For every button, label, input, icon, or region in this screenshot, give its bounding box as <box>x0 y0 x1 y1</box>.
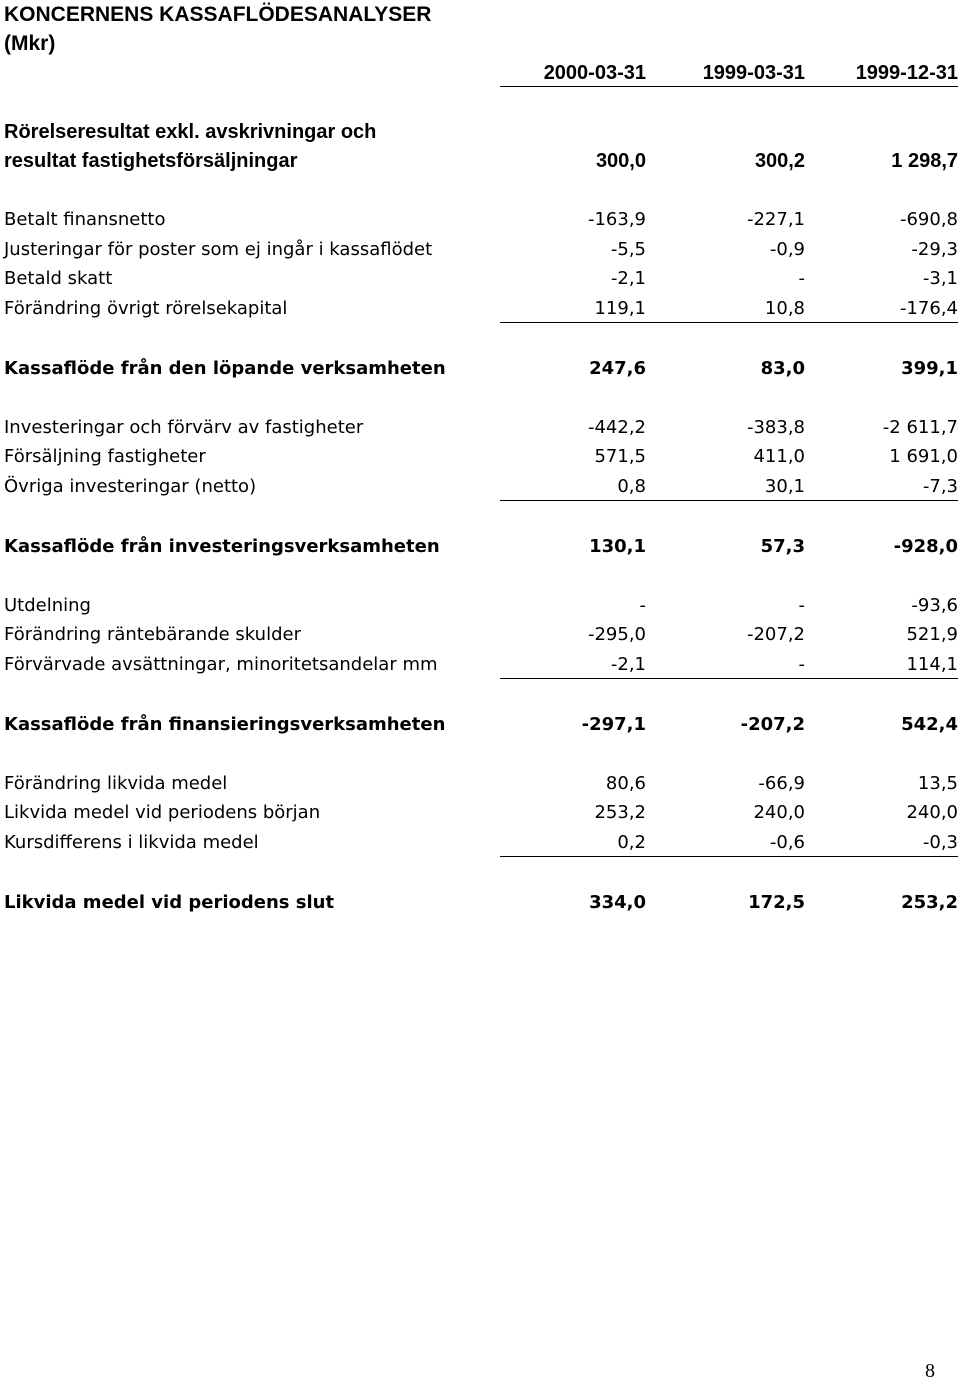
total-row <box>0 889 960 917</box>
row-value-col1: 80,6 <box>605 773 646 794</box>
row-value-col3: 253,2 <box>901 892 958 913</box>
row-value-col2: -383,8 <box>746 417 805 438</box>
row-value-col1: 334,0 <box>589 892 646 913</box>
table-row <box>0 147 960 175</box>
row-label: Försäljning fastigheter <box>4 446 206 467</box>
row-value-col2: - <box>798 268 805 289</box>
title-line-1: KONCERNENS KASSAFLÖDESANALYSER <box>4 3 432 26</box>
row-value-col1: 300,0 <box>595 150 646 172</box>
subtotal-row <box>0 711 960 739</box>
row-value-col3: 1 691,0 <box>889 446 958 467</box>
row-value-col2: 300,2 <box>754 150 805 172</box>
row-label: Förändring övrigt rörelsekapital <box>4 298 288 319</box>
row-value-col1: 119,1 <box>594 298 646 319</box>
row-label: Förändring räntebärande skulder <box>4 624 301 645</box>
table-row <box>0 473 960 501</box>
table-row <box>0 829 960 857</box>
row-value-col3: 13,5 <box>917 773 958 794</box>
row-label: Övriga investeringar (netto) <box>4 476 257 497</box>
row-value-col1: -295,0 <box>587 624 646 645</box>
row-value-col3: -29,3 <box>911 239 958 260</box>
row-label: Kassaflöde från finansieringsverksamheten <box>4 714 446 735</box>
row-label: Justeringar för poster som ej ingår i kassaflödet <box>4 239 433 260</box>
row-value-col2: 30,1 <box>764 476 805 497</box>
row-value-col2: -207,2 <box>740 714 805 735</box>
document-title <box>4 0 431 58</box>
row-value-col3: -3,1 <box>922 268 958 289</box>
row-value-col2: -66,9 <box>758 773 805 794</box>
subtotal-row <box>0 533 960 561</box>
first-row-label-line-1: Rörelseresultat exkl. avskrivningar och <box>4 121 377 143</box>
row-label: Investeringar och förvärv av fastigheter <box>4 417 364 438</box>
subtotal-row <box>0 355 960 383</box>
column-header-2000-03-31: 2000-03-31 <box>543 62 646 84</box>
row-value-col2: 411,0 <box>753 446 805 467</box>
row-value-col3: -928,0 <box>893 536 958 557</box>
row-value-col3: 521,9 <box>906 624 958 645</box>
row-value-col3: -176,4 <box>899 298 958 319</box>
row-value-col1: 0,2 <box>617 832 646 853</box>
row-value-col2: 172,5 <box>748 892 805 913</box>
page-number: 8 <box>925 1360 935 1382</box>
row-value-col1: - <box>639 595 646 616</box>
row-value-col2: - <box>798 654 805 675</box>
row-value-col2: - <box>798 595 805 616</box>
table-row <box>0 770 960 798</box>
row-label: Förvärvade avsättningar, minoritetsandelar mm <box>4 654 438 675</box>
row-label: Kassaflöde från den löpande verksamheten <box>4 358 446 379</box>
row-value-col1: -442,2 <box>587 417 646 438</box>
row-value-col2: 240,0 <box>753 802 805 823</box>
row-value-col1: -2,1 <box>610 268 646 289</box>
table-row <box>0 295 960 323</box>
row-label: Likvida medel vid periodens början <box>4 802 321 823</box>
title-line-2: (Mkr) <box>4 32 56 55</box>
row-value-col1: 130,1 <box>589 536 646 557</box>
row-label: Utdelning <box>4 595 91 616</box>
column-header-1999-12-31: 1999-12-31 <box>855 62 958 84</box>
row-label: Kursdifferens i likvida medel <box>4 832 259 853</box>
table-row <box>0 443 960 471</box>
row-value-col2: 83,0 <box>760 358 805 379</box>
row-value-col1: -297,1 <box>581 714 646 735</box>
row-value-col3: 1 298,7 <box>891 150 958 172</box>
row-value-col2: -0,6 <box>769 832 805 853</box>
row-value-col1: -5,5 <box>610 239 646 260</box>
row-value-col1: 571,5 <box>594 446 646 467</box>
table-row <box>0 799 960 827</box>
table-row <box>0 206 960 234</box>
row-value-col2: -227,1 <box>746 209 805 230</box>
table-row <box>0 621 960 649</box>
row-value-col2: 10,8 <box>764 298 805 319</box>
row-value-col1: 0,8 <box>617 476 646 497</box>
row-value-col2: -207,2 <box>746 624 805 645</box>
row-value-col3: 240,0 <box>906 802 958 823</box>
row-label: Betalt finansnetto <box>4 209 166 230</box>
row-value-col3: 114,1 <box>906 654 958 675</box>
row-value-col1: 247,6 <box>589 358 646 379</box>
row-value-col3: -93,6 <box>911 595 958 616</box>
row-value-col3: -0,3 <box>922 832 958 853</box>
row-value-col1: -163,9 <box>587 209 646 230</box>
row-value-col2: 57,3 <box>760 536 805 557</box>
header-underline <box>500 86 958 87</box>
table-row <box>0 265 960 293</box>
row-value-col2: -0,9 <box>769 239 805 260</box>
table-row <box>0 236 960 264</box>
table-row <box>0 592 960 620</box>
row-value-col1: 253,2 <box>594 802 646 823</box>
row-label: Förändring likvida medel <box>4 773 228 794</box>
row-label: resultat fastighetsförsäljningar <box>4 150 298 172</box>
column-header-1999-03-31: 1999-03-31 <box>702 62 805 84</box>
row-value-col3: -690,8 <box>899 209 958 230</box>
row-label: Likvida medel vid periodens slut <box>4 892 335 913</box>
row-value-col3: 399,1 <box>901 358 958 379</box>
row-value-col3: 542,4 <box>901 714 958 735</box>
row-label: Kassaflöde från investeringsverksamheten <box>4 536 440 557</box>
row-value-col3: -2 611,7 <box>882 417 958 438</box>
row-value-col1: -2,1 <box>610 654 646 675</box>
row-label: Betald skatt <box>4 268 113 289</box>
table-row <box>0 651 960 679</box>
row-value-col3: -7,3 <box>922 476 958 497</box>
table-row <box>0 414 960 442</box>
